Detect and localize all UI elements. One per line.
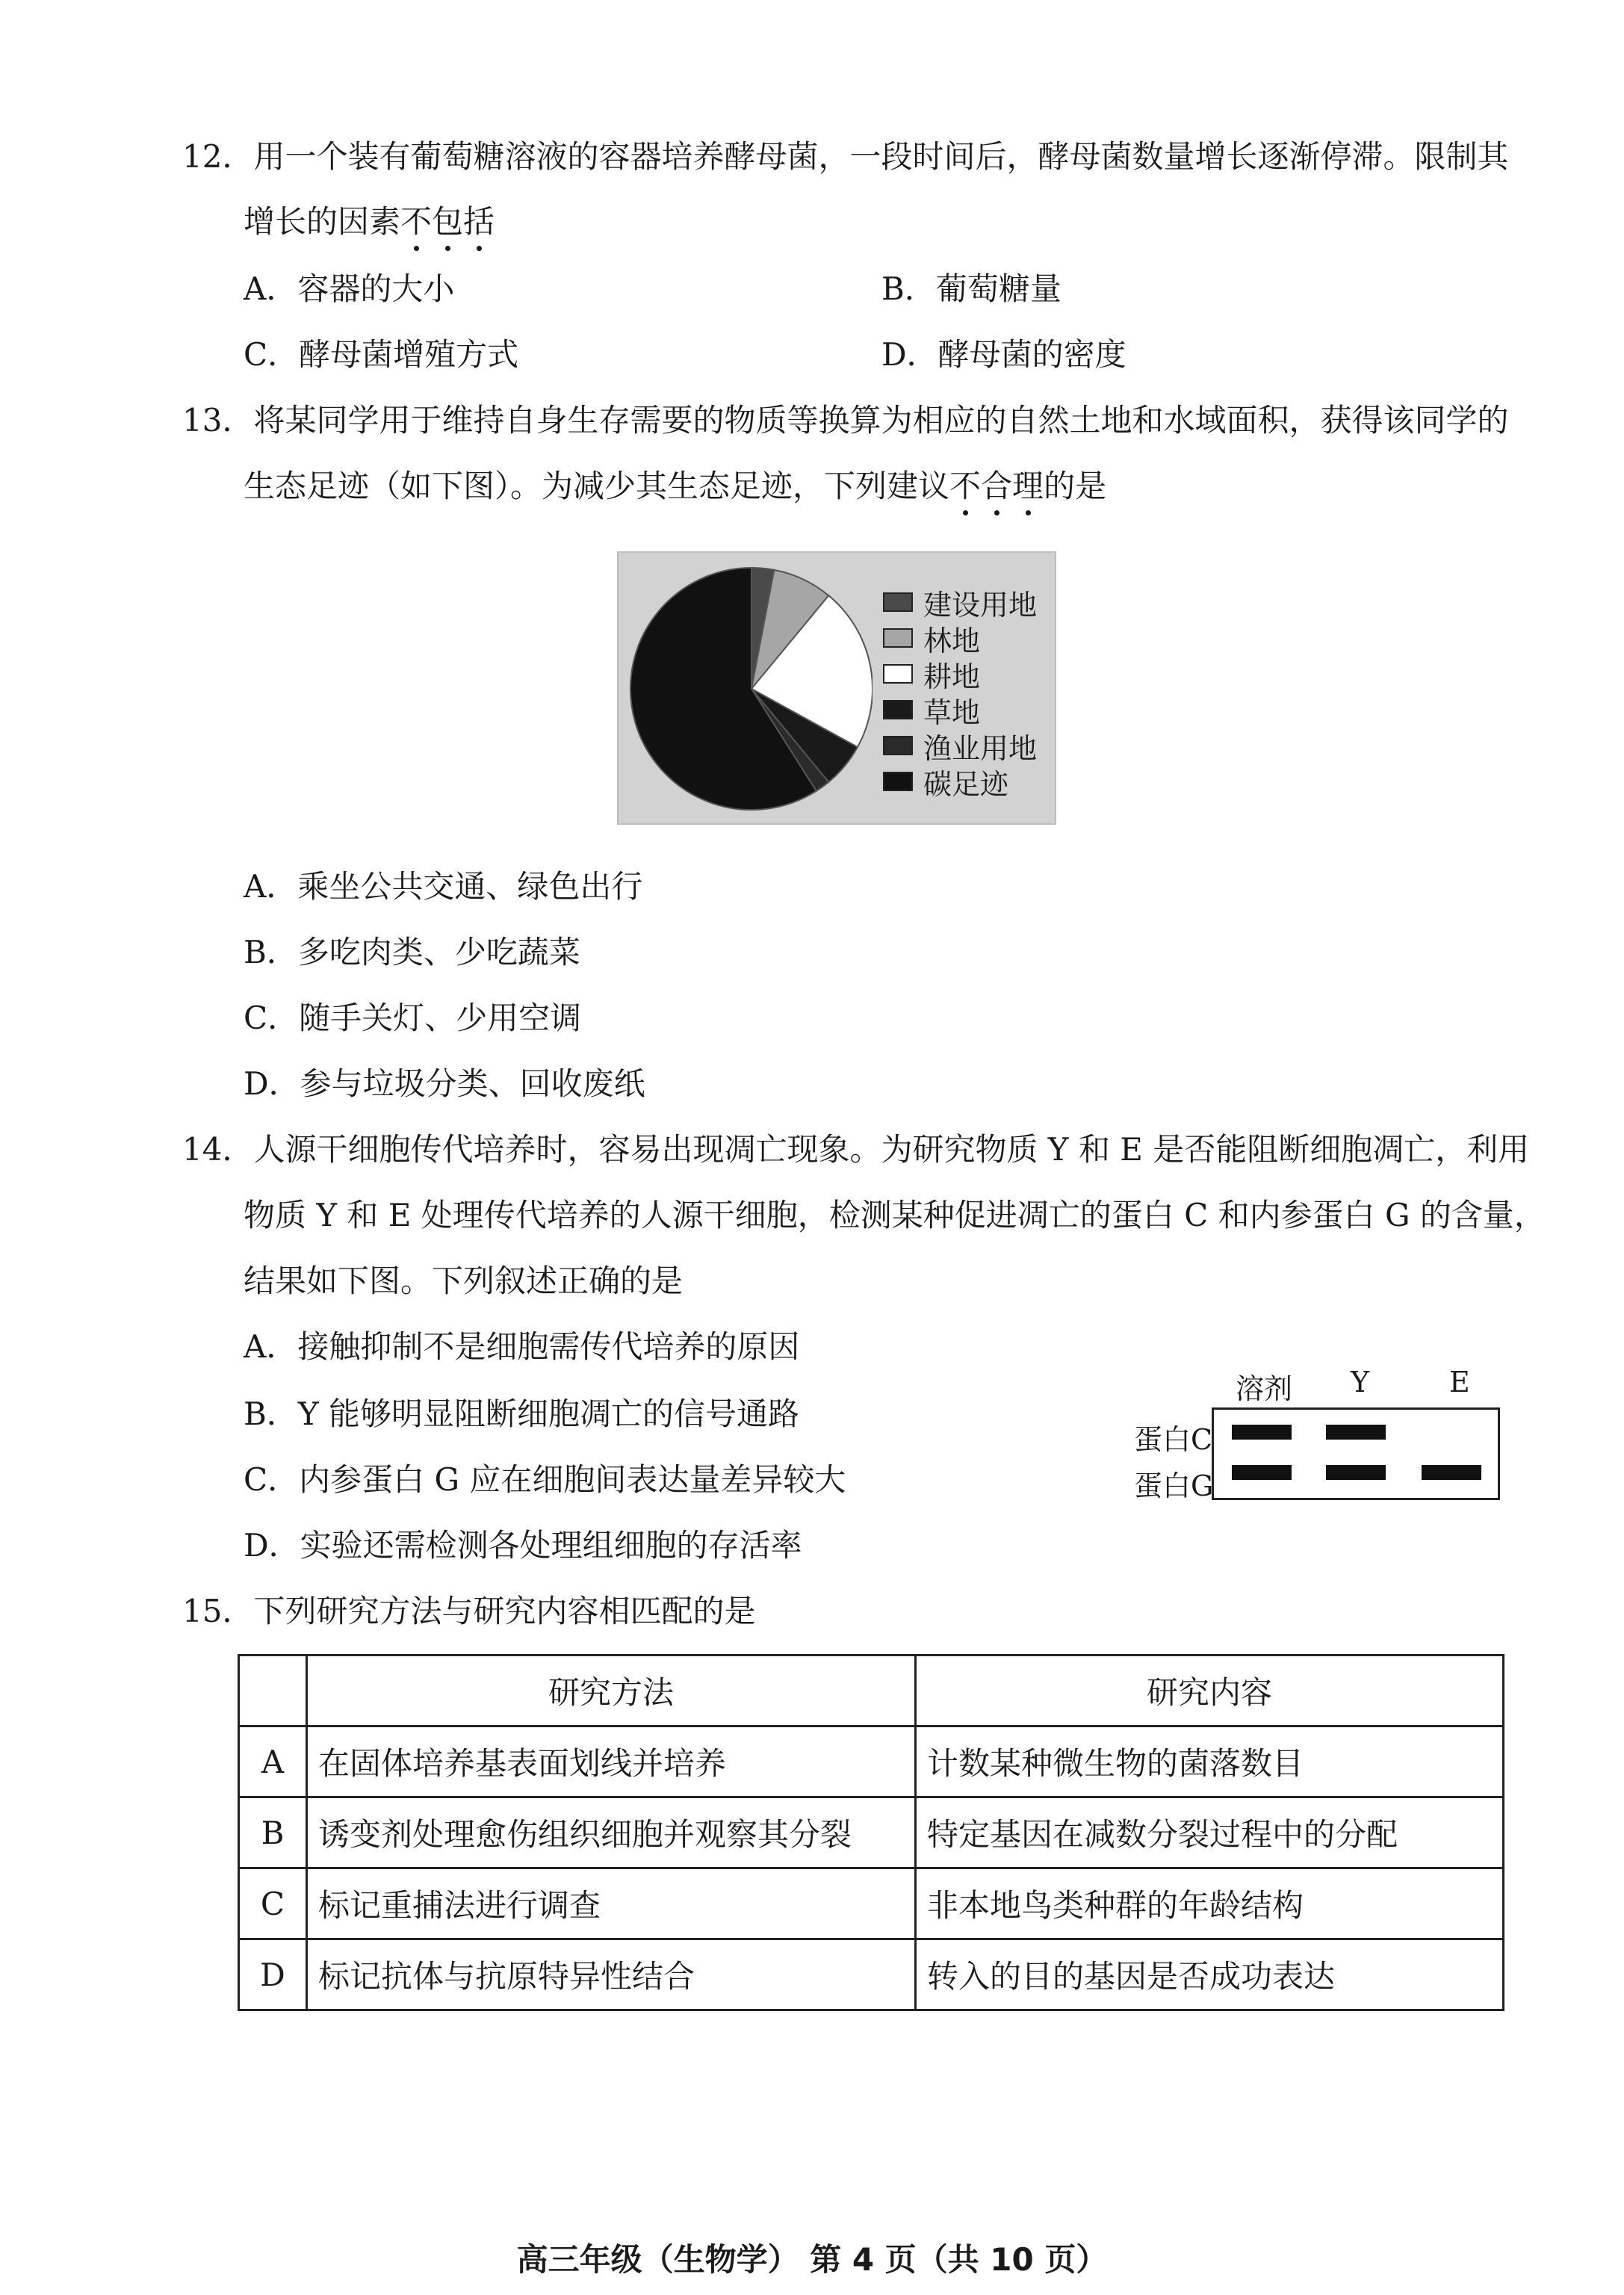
legend-swatch	[883, 628, 913, 648]
q12-option-a: A．容器的大小	[244, 270, 455, 307]
q15-stem: 15．下列研究方法与研究内容相匹配的是	[182, 1593, 756, 1629]
row-letter: A	[239, 1726, 307, 1797]
header-content: 研究内容	[916, 1656, 1504, 1726]
legend-swatch	[883, 772, 913, 791]
q14-stem-line1: 14．人源干细胞传代培养时，容易出现凋亡现象。为研究物质 Y 和 E 是否能阻断细胞凋亡，利用	[182, 1131, 1530, 1168]
q13-option-b: B．多吃肉类、少吃蔬菜	[244, 934, 580, 970]
legend-swatch	[883, 664, 913, 684]
legend-item	[883, 692, 1037, 728]
blot-band	[1422, 1465, 1481, 1480]
blot-col-solvent: 溶剂	[1236, 1372, 1293, 1405]
legend-label: 草地	[923, 696, 981, 729]
q14-option-b: B．Y 能够明显阻断细胞凋亡的信号通路	[244, 1396, 799, 1432]
q12-stem-line1: 12．用一个装有葡萄糖溶液的容器培养酵母菌，一段时间后，酵母菌数量增长逐渐停滞。限制其	[182, 138, 1509, 175]
blot-band	[1326, 1465, 1386, 1480]
q13-option-a: A．乘坐公共交通、绿色出行	[244, 868, 643, 905]
blot-band	[1326, 1425, 1386, 1440]
row-method: 在固体培养基表面划线并培养	[307, 1726, 916, 1797]
legend-label: 碳足迹	[923, 767, 1009, 801]
table-row	[239, 1797, 1504, 1868]
legend-item	[883, 764, 1037, 799]
row-letter: D	[239, 1939, 307, 2010]
blot-band	[1232, 1425, 1292, 1440]
legend-label: 林地	[923, 624, 981, 657]
q12-option-c: C．酵母菌增殖方式	[244, 336, 519, 373]
q13-stem-line2: 生态足迹（如下图）。为减少其生态足迹，下列建议不合理的是	[244, 466, 1106, 507]
western-blot	[1212, 1407, 1500, 1500]
header-blank	[239, 1656, 307, 1726]
q13-option-c: C．随手关灯、少用空调	[244, 1000, 582, 1036]
q14-option-c: C．内参蛋白 G 应在细胞间表达量差异较大	[244, 1461, 846, 1498]
table-row	[239, 1726, 1504, 1797]
blot-row-protein-g: 蛋白G	[1134, 1469, 1214, 1502]
row-method: 标记重捕法进行调查	[307, 1868, 916, 1939]
pie-legend	[883, 584, 1037, 799]
q12-option-b: B．葡萄糖量	[881, 270, 1062, 307]
page-footer: 高三年级（生物学） 第 4 页（共 10 页）	[516, 2241, 1108, 2278]
legend-swatch	[883, 592, 913, 612]
blot-col-e: E	[1449, 1366, 1470, 1399]
row-method: 标记抗体与抗原特异性结合	[307, 1939, 916, 2010]
table-header-row	[239, 1656, 1504, 1726]
table-row	[239, 1939, 1504, 2010]
blot-band	[1232, 1465, 1292, 1480]
q14-option-a: A．接触抑制不是细胞需传代培养的原因	[244, 1328, 800, 1365]
methods-table	[238, 1654, 1504, 2011]
blot-row-protein-c: 蛋白C	[1134, 1423, 1213, 1456]
q14-option-d: D．实验还需检测各处理组细胞的存活率	[244, 1527, 802, 1564]
ecological-footprint-figure	[617, 551, 1056, 825]
q14-stem-line2: 物质 Y 和 E 处理传代培养的人源干细胞，检测某种促进凋亡的蛋白 C 和内参蛋白 G 的含量，	[244, 1197, 1546, 1233]
q12-option-d: D．酵母菌的密度	[881, 336, 1126, 373]
row-content: 转入的目的基因是否成功表达	[916, 1939, 1504, 2010]
row-method: 诱变剂处理愈伤组织细胞并观察其分裂	[307, 1797, 916, 1868]
row-content: 计数某种微生物的菌落数目	[916, 1726, 1504, 1797]
legend-swatch	[883, 736, 913, 755]
legend-item	[883, 620, 1037, 656]
row-letter: B	[239, 1797, 307, 1868]
legend-item	[883, 656, 1037, 692]
q13-stem-line1: 13．将某同学用于维持自身生存需要的物质等换算为相应的自然土地和水域面积，获得该同学的	[182, 402, 1509, 439]
pie-chart	[619, 553, 873, 823]
q13-option-d: D．参与垃圾分类、回收废纸	[244, 1065, 645, 1102]
blot-col-y: Y	[1351, 1366, 1370, 1399]
row-letter: C	[239, 1868, 307, 1939]
table-row	[239, 1868, 1504, 1939]
legend-swatch	[883, 700, 913, 719]
q14-stem-line3: 结果如下图。下列叙述正确的是	[244, 1263, 684, 1299]
legend-item	[883, 584, 1037, 620]
legend-label: 耕地	[923, 660, 981, 693]
q12-stem-line2: 增长的因素不包括	[244, 202, 495, 242]
row-content: 特定基因在减数分裂过程中的分配	[916, 1797, 1504, 1868]
legend-label: 建设用地	[923, 588, 1038, 622]
row-content: 非本地鸟类种群的年龄结构	[916, 1868, 1504, 1939]
legend-item	[883, 728, 1037, 764]
header-method: 研究方法	[307, 1656, 916, 1726]
legend-label: 渔业用地	[923, 731, 1038, 765]
